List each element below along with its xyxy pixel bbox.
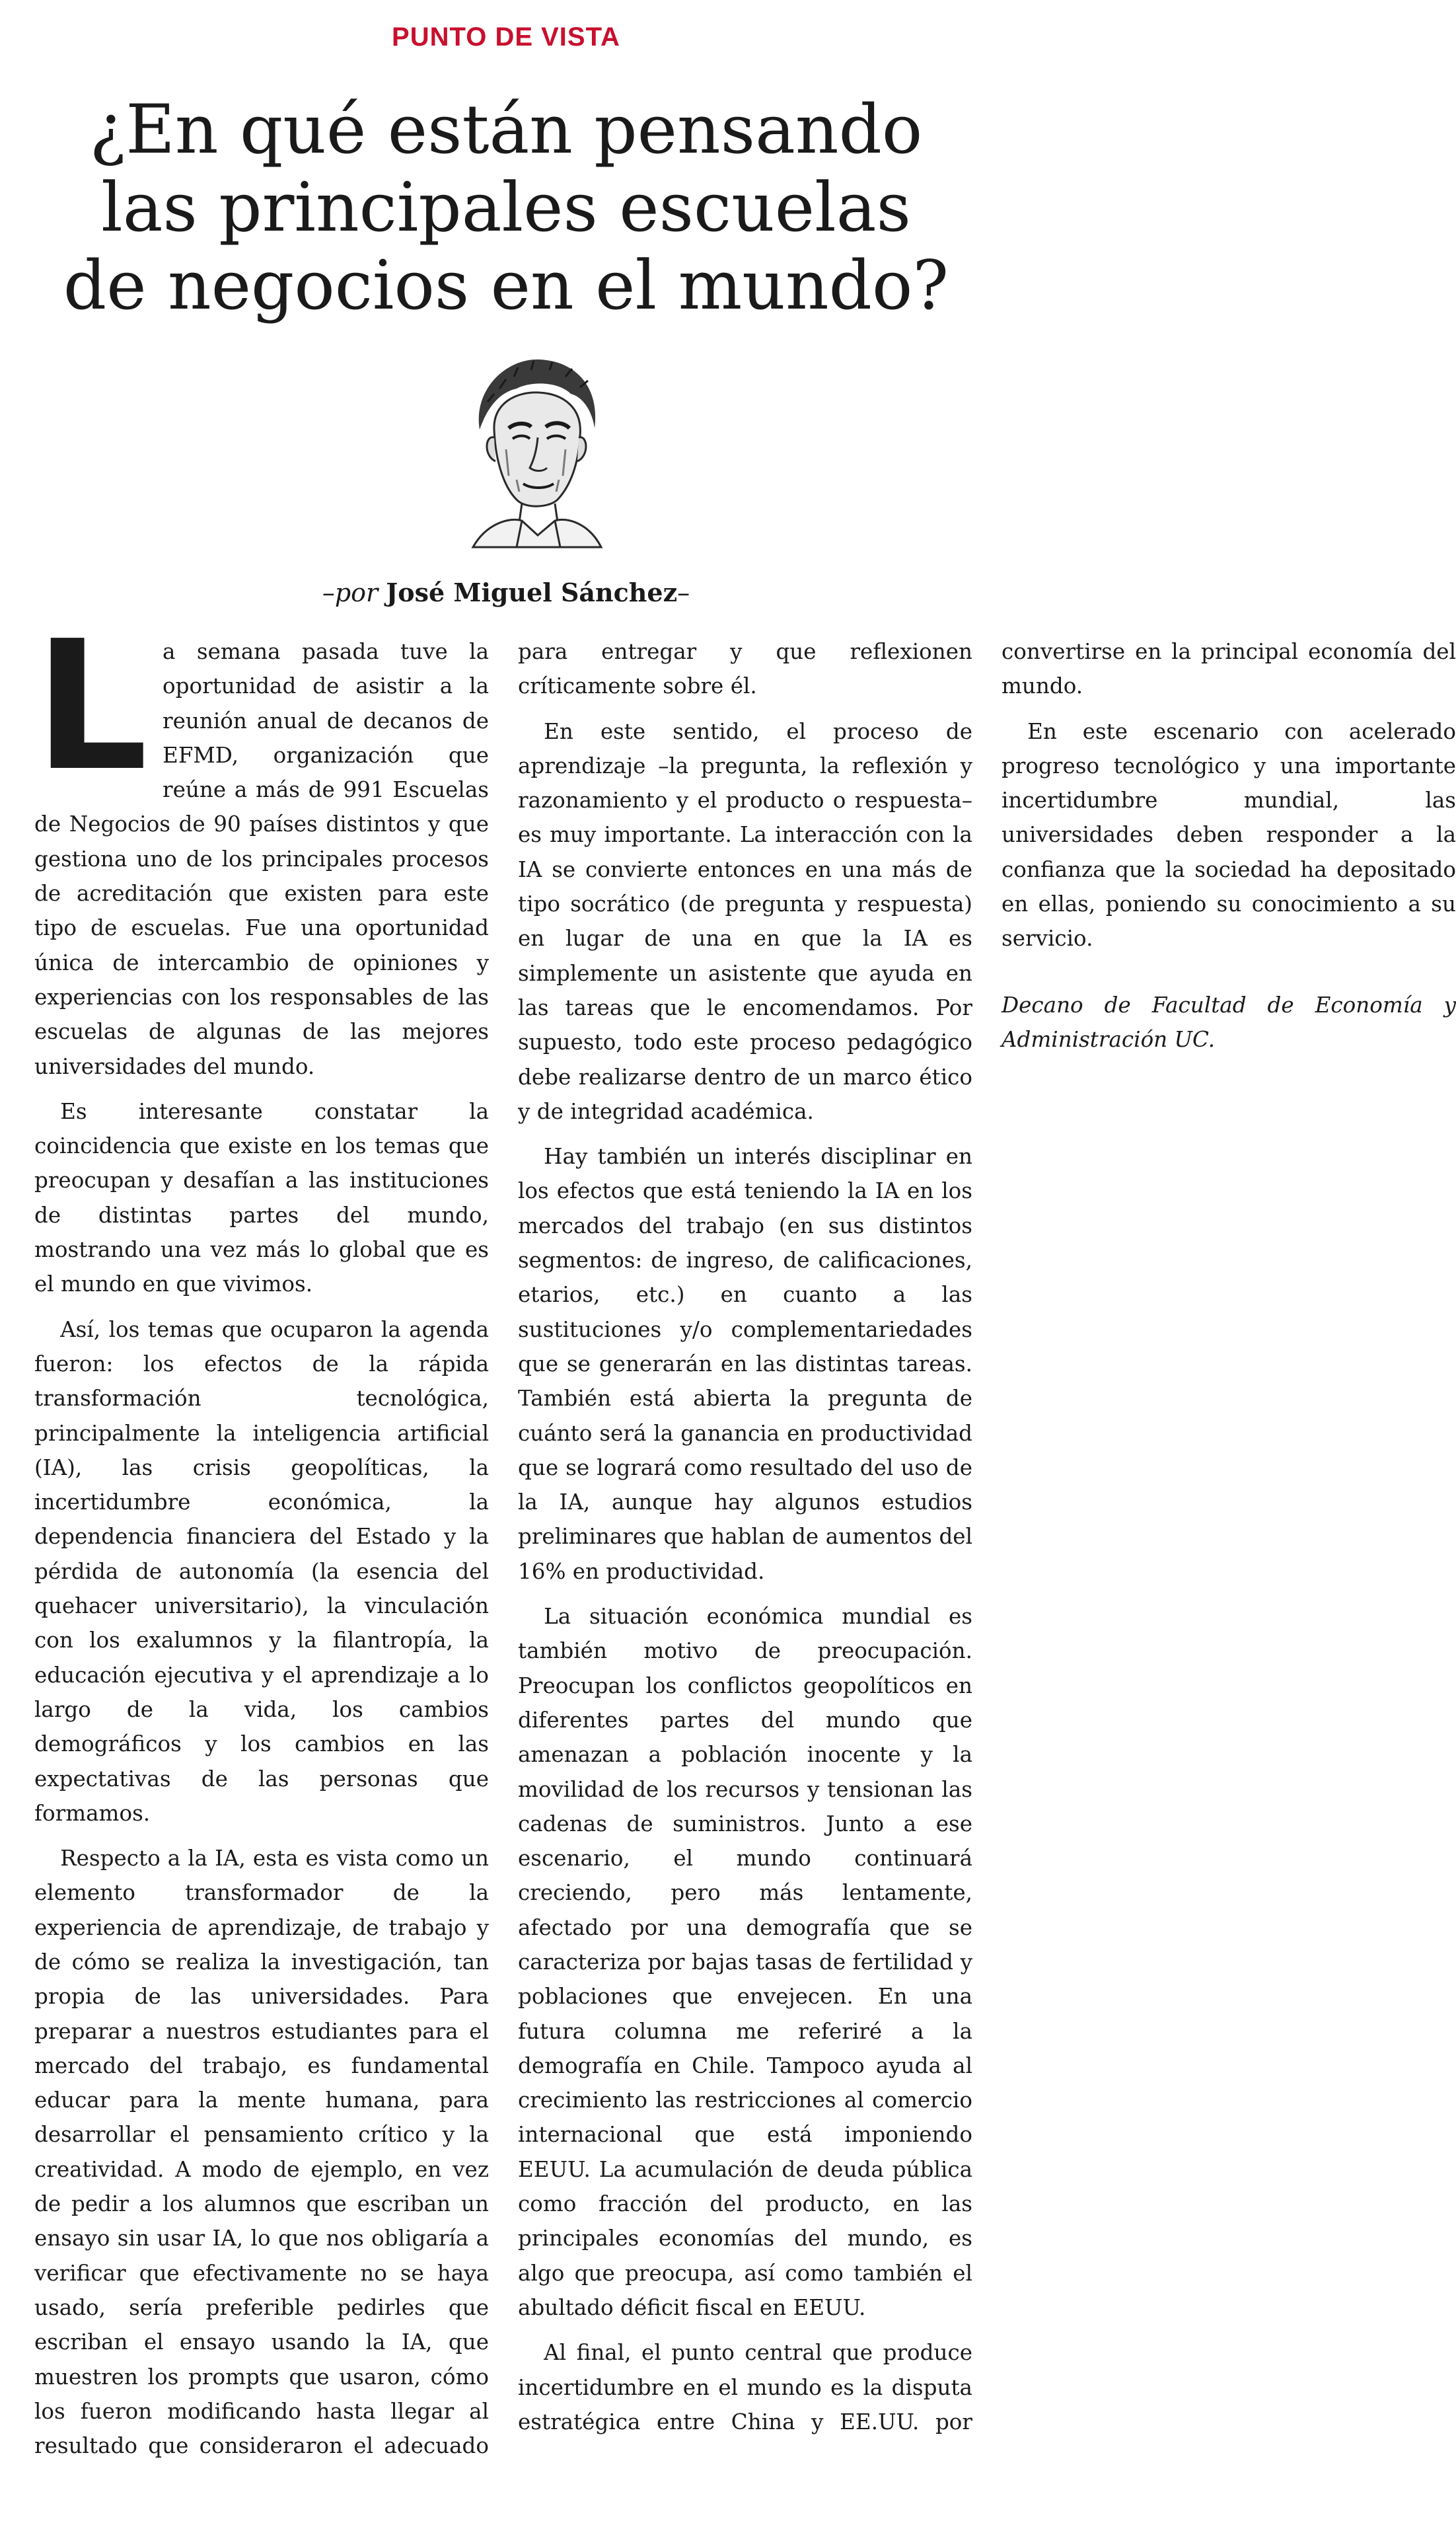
headline: ¿En qué están pensando las principales escuelas de negocios en el mundo? <box>63 91 949 325</box>
article-paragraph: En este sentido, el proceso de aprendizaje –la pregunta, la reflexión y razonamiento y el producto o respuesta– es muy importante. La interacción con la IA se convierte entonces en una más de tipo socrático (de pregunta y respuesta) en lugar de una en que la IA es simplemente un asistente que ayuda en las tareas que le encomendamos. Por supuesto, todo este proceso pedagógico debe realizarse dentro de un marco ético y de integridad académica. <box>518 718 972 1124</box>
author-portrait-illustration <box>453 350 618 548</box>
byline <box>0 578 1012 607</box>
author-signature: Decano de Facultad de Economía y Administración UC. <box>1001 992 1456 1052</box>
byline-author: José Miguel Sánchez <box>386 578 678 607</box>
article-paragraph: Hay también un interés disciplinar en los efectos que está teniendo la IA en los mercados del trabajo (en sus distintos segmentos: de ingreso, de calificaciones, etarios, etc.) en cuanto a las sustituciones y/o complementariedades que se generarán en las distintas tareas. También está abierta la pregunta de cuánto será la ganancia en productividad que se logrará como resultado del uso de la IA, aunque hay algunos estudios preliminares que hablan de aumentos del 16% en productividad. <box>518 1144 972 1584</box>
byline-suffix: – <box>677 578 690 607</box>
byline-prefix: –por <box>322 578 379 607</box>
article-paragraph <box>34 602 489 1084</box>
article-paragraph-text: a semana pasada tuve la oportunidad de asistir a la reunión anual de decanos de EFMD, organización que reúne a más de 991 Escuelas de Negocios de 90 países distintos y que gestiona uno de los principales procesos de acreditación que existen para este tipo de escuelas. Fue una oportunidad única de intercambio de opiniones y experiencias con los responsables de las escuelas de algunas de las mejores universidades del mundo. <box>34 639 489 1079</box>
article-paragraph: Al final, el punto central que produce incertidumbre en el mundo es la disputa estratégica entre China y EE.UU. por convertirse en la principal economía del mundo. <box>518 639 1456 2434</box>
article-paragraph: En este escenario con acelerado progreso tecnológico y una importante incertidumbre mundial, las universidades deben responder a la confianza que la sociedad ha depositado en ellas, poniendo su conocimiento a su servicio. <box>1001 718 1456 952</box>
article-paragraph: Así, los temas que ocuparon la agenda fueron: los efectos de la rápida transformación tecnológica, principalmente la inteligencia artificial (IA), las crisis geopolíticas, la incertidumbre económica, la dependencia financiera del Estado y la pérdida de autonomía (la esencia del quehacer universitario), la vinculación con los exalumnos y la filantropía, la educación ejecutiva y el aprendizaje a lo largo de la vida, los cambios demográficos y los cambios en las expectativas de las personas que formamos. <box>34 1316 489 1826</box>
section-label: PUNTO DE VISTA <box>392 22 620 52</box>
article-paragraph: Es interesante constatar la coincidencia que existe en los temas que preocupan y desafían a las instituciones de distintas partes del mundo, mostrando una vez más lo global que es el mundo en que vivimos. <box>34 1098 489 1297</box>
drop-cap: L <box>34 602 149 810</box>
article-paragraph: Respecto a la IA, esta es vista como un elemento transformador de la experiencia de aprendizaje, de trabajo y de cómo se realiza la investigación, tan propia de las universidades. Para preparar a nuestros estudiantes para el mercado del trabajo, es fundamental educar para la mente humana, para desarrollar el pensamiento crítico y la creatividad. A modo de ejemplo, en vez de pedir a los alumnos que escriban un ensayo sin usar IA, lo que nos obligaría a verificar que efectivamente no se haya usado, sería preferible pedirles que escriban el ensayo usando la IA, que muestren los prompts que usaron, cómo los fueron modificando hasta llegar al resultado que consideraron el adecuado para entregar y que reflexionen críticamente sobre él. <box>34 639 972 2459</box>
article-body <box>34 602 1456 2498</box>
article-paragraph: La situación económica mundial es también motivo de preocupación. Preocupan los conflictos geopolíticos en diferentes partes del mundo que amenazan a población inocente y la movilidad de los recursos y tensionan las cadenas de suministros. Junto a ese escenario, el mundo continuará creciendo, pero más lentamente, afectado por una demografía que se caracteriza por bajas tasas de fertilidad y poblaciones que envejecen. En una futura columna me referiré a la demografía en Chile. Tampoco ayuda al crecimiento las restricciones al comercio internacional que está imponiendo EEUU. La acumulación de deuda pública como fracción del producto, en las principales economías del mundo, es algo que preocupa, así como también el abultado déficit fiscal en EEUU. <box>518 1604 972 2320</box>
